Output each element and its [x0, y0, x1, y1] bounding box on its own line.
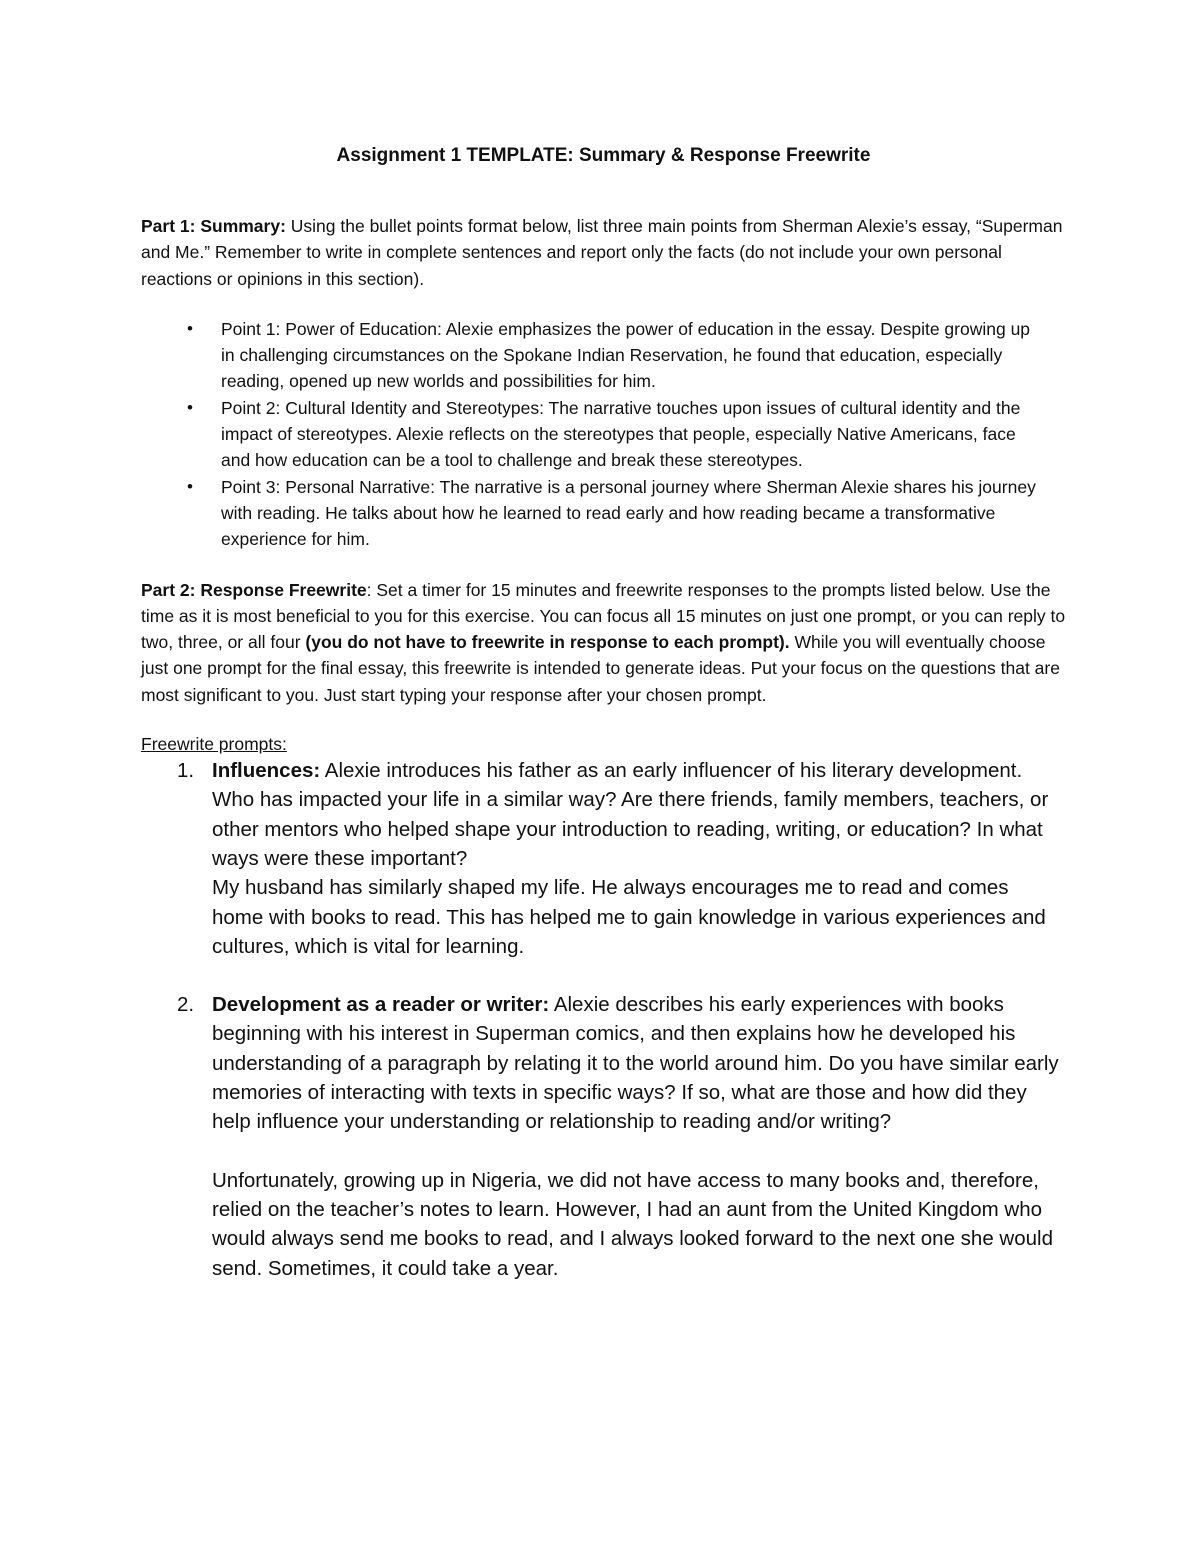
- part1-label: Part 1: Summary:: [141, 216, 286, 236]
- part2-label: Part 2: Response Freewrite: [141, 579, 367, 600]
- part2-instructions-bold: (you do not have to freewrite in response to each prompt).: [305, 632, 790, 653]
- prompt-response: Unfortunately, growing up in Nigeria, we did not have access to many books and, therefore, relied on the teacher’s notes to learn. However, I had an aunt from the United Kingdom who would always send me books to read, and I always looked forward to the next one she would send. Sometimes, it could take a year.: [212, 1168, 1053, 1280]
- freewrite-prompts-heading: Freewrite prompts:: [141, 734, 287, 755]
- part2-paragraph: [141, 577, 1066, 708]
- summary-point: [187, 316, 1066, 395]
- prompt-text: Alexie describes his early experiences with books beginning with his interest in Superman comics, and then explains how he developed his understanding of a paragraph by relating it to the world around him. Do you have similar early memories of interacting with texts in specific ways? If so, what are those and how did they help influence your understanding or relationship to reading and/or writing?: [212, 993, 1059, 1134]
- summary-point-text: Point 1: Power of Education: Alexie emphasizes the power of education in the essay. Despite growing up in challenging circumstances on the Spokane Indian Reservation, he found that education, especially reading, opened up new worlds and possibilities for him.: [221, 318, 1031, 392]
- prompt-response: My husband has similarly shaped my life. He always encourages me to read and comes home with books to read. This has helped me to gain knowledge in various experiences and cultures, which is vital for learning.: [212, 876, 1046, 958]
- prompt-text: Alexie introduces his father as an early influencer of his literary development. Who has impacted your life in a similar way? Are there friends, family members, teachers, or other mentors who helped shape your introduction to reading, writing, or education? In what ways were these important?: [212, 759, 1049, 870]
- document-title: Assignment 1 TEMPLATE: Summary & Response Freewrite: [336, 145, 871, 166]
- prompt-number: 2.: [177, 993, 195, 1017]
- summary-points-list: [141, 316, 1066, 553]
- freewrite-prompts-list: [141, 756, 1066, 1283]
- summary-point: [187, 395, 1066, 474]
- document-body: [141, 143, 1066, 1283]
- summary-point-text: Point 3: Personal Narrative: The narrative is a personal journey where Sherman Alexie shares his journey with reading. He talks about how he learned to read early and how reading became a transformative experience for him.: [221, 476, 1036, 550]
- bullet-icon: •: [187, 318, 193, 338]
- prompt-title: Development as a reader or writer:: [212, 993, 550, 1017]
- summary-point: [187, 474, 1066, 553]
- summary-point-text: Point 2: Cultural Identity and Stereotypes: The narrative touches upon issues of cultural identity and the impact of stereotypes. Alexie reflects on the stereotypes that people, especially Native Americans, face and how education can be a tool to challenge and break these stereotypes.: [221, 397, 1021, 471]
- prompt-number: 1.: [177, 759, 195, 783]
- part1-instructions: Using the bullet points format below, list three main points from Sherman Alexie’s essay, “Superman and Me.” Remember to write in complete sentences and report only the facts (do not include your own personal reactions or opinions in this section).: [141, 216, 1063, 289]
- bullet-icon: •: [187, 397, 193, 417]
- prompt-item-development: [177, 990, 1066, 1283]
- part1-paragraph: [141, 213, 1066, 292]
- prompt-title: Influences:: [212, 759, 321, 783]
- part2-instructions-a: : Set a timer for 15 minutes and freewrite responses to the prompts listed below. Use the time as it is most beneficial to you for this exercise. You can focus all 15 minutes on just one prompt, or you can reply to two, three, or all four: [141, 579, 1066, 653]
- part2-instructions-b: While you will eventually choose just one prompt for the final essay, this freewrite is intended to generate ideas. Put your focus on the questions that are most significant to you. Just start typing your response after your chosen prompt.: [141, 632, 1060, 705]
- prompt-item-influences: [177, 756, 1066, 961]
- bullet-icon: •: [187, 476, 193, 496]
